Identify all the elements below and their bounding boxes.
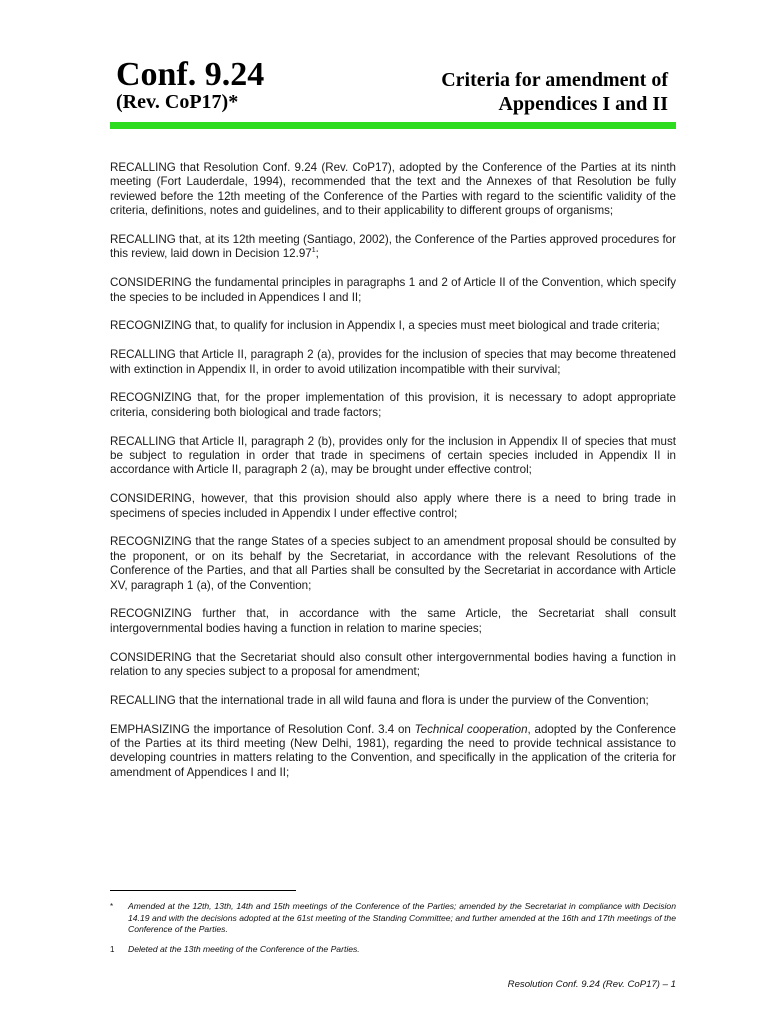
paragraph: CONSIDERING that the Secretariat should also consult other intergovernmental bodies having a function in relation to any species subject to a proposal for amendment; bbox=[110, 650, 676, 679]
paragraph: RECOGNIZING that, for the proper implementation of this provision, it is necessary to adopt appropriate criteria, considering both biological and trade factors; bbox=[110, 391, 676, 419]
footnote bbox=[110, 901, 676, 936]
paragraph-text: EMPHASIZING the importance of Resolution Conf. 3.4 on bbox=[110, 722, 415, 736]
title-line-2: Appendices I and II bbox=[498, 93, 668, 115]
paragraph-lead: RECALLING that, at its 12th meeting (Santiago, 2002), the Conference of the Parties approved bbox=[110, 233, 598, 247]
paragraph: RECALLING that Resolution Conf. 9.24 (Rev. CoP17), adopted by the Conference of the Parties at its ninth meeting (Fort Lauderdale, 1994), recommended that the text and the Annexes of that Resolution be fully reviewed before the 12th meeting of the Conference of the Parties with regard to the scientific validity of the criteria, definitions, notes and guidelines, and to their applicability to different groups of organisms; bbox=[110, 161, 676, 218]
footnote-mark: 1 bbox=[110, 945, 115, 954]
paragraph-text: procedures for this review, laid down in Decision 12.97 bbox=[110, 233, 676, 261]
footnote bbox=[110, 944, 676, 956]
resolution-body bbox=[110, 161, 676, 795]
paragraph-text: , adopted by the Conference of the Parties at its third meeting (New Delhi, 1981), regarding the need to provide technical assistance to developing countries in matters relating to the Convention, and specifically in the application of the criteria for amendment of Appendices I and II; bbox=[110, 722, 676, 779]
footnote-mark: * bbox=[110, 902, 114, 911]
footnote-text: Amended at the 12th, 13th, 14th and 15th meetings of the Conference of the Parties; amended by the Secretariat in compliance with Decision 14.19 and with the decisions adopted at the 61st meeting of the Standing Committee; and further amended at the 16th and 17th meetings of the Conference of the Parties. bbox=[128, 901, 676, 935]
paragraph-tail: ; bbox=[315, 247, 319, 261]
paragraph: RECALLING that Article II, paragraph 2 (b), provides only for the inclusion in Appendix II of species that must be subject to regulation in order that trade in specimens of certain species included in Appendix II in accordance with Article II, paragraph 2 (a), may be brought under effective control; bbox=[110, 434, 676, 477]
header-divider bbox=[110, 122, 676, 129]
page-footer: Resolution Conf. 9.24 (Rev. CoP17) – 1 bbox=[507, 979, 676, 990]
resolution-number: Conf. 9.24 bbox=[116, 56, 265, 93]
footnote-ref: 1 bbox=[311, 247, 316, 255]
paragraph: RECOGNIZING that, to qualify for inclusion in Appendix I, a species must meet biological and trade criteria; bbox=[110, 319, 660, 333]
paragraph: CONSIDERING, however, that this provision should also apply where there is a need to bring trade in specimens of species included in Appendix I under effective control; bbox=[110, 492, 676, 520]
footnote-divider bbox=[110, 890, 296, 891]
italic-title: Technical cooperation bbox=[414, 722, 528, 736]
paragraph bbox=[110, 723, 676, 781]
paragraph: RECOGNIZING further that, in accordance with the same Article, the Secretariat shall consult intergovernmental bodies having a function in relation to marine species; bbox=[110, 607, 676, 635]
paragraph: CONSIDERING the fundamental principles in paragraphs 1 and 2 of Article II of the Convention, which specify the species to be included in Appendices I and II; bbox=[110, 276, 676, 304]
footnote-text: Deleted at the 13th meeting of the Conference of the Parties. bbox=[128, 944, 360, 954]
paragraph bbox=[110, 233, 676, 262]
title-line-1: Criteria for amendment of bbox=[441, 69, 668, 91]
paragraph: RECOGNIZING that the range States of a species subject to an amendment proposal should be consulted by the proponent, or on its behalf by the Secretariat, in accordance with the relevant Resolutions of the Conference of the Parties, and that all Parties shall be consulted by the Secretariat in accordance with Article XV, paragraph 1 (a), of the Convention; bbox=[110, 535, 676, 592]
revision-label: (Rev. CoP17)* bbox=[116, 91, 239, 113]
paragraph: RECALLING that Article II, paragraph 2 (a), provides for the inclusion of species that may become threatened with extinction in Appendix II, in order to avoid utilization incompatible with their survival; bbox=[110, 348, 676, 376]
paragraph: RECALLING that the international trade in all wild fauna and flora is under the purview of the Convention; bbox=[110, 693, 649, 707]
